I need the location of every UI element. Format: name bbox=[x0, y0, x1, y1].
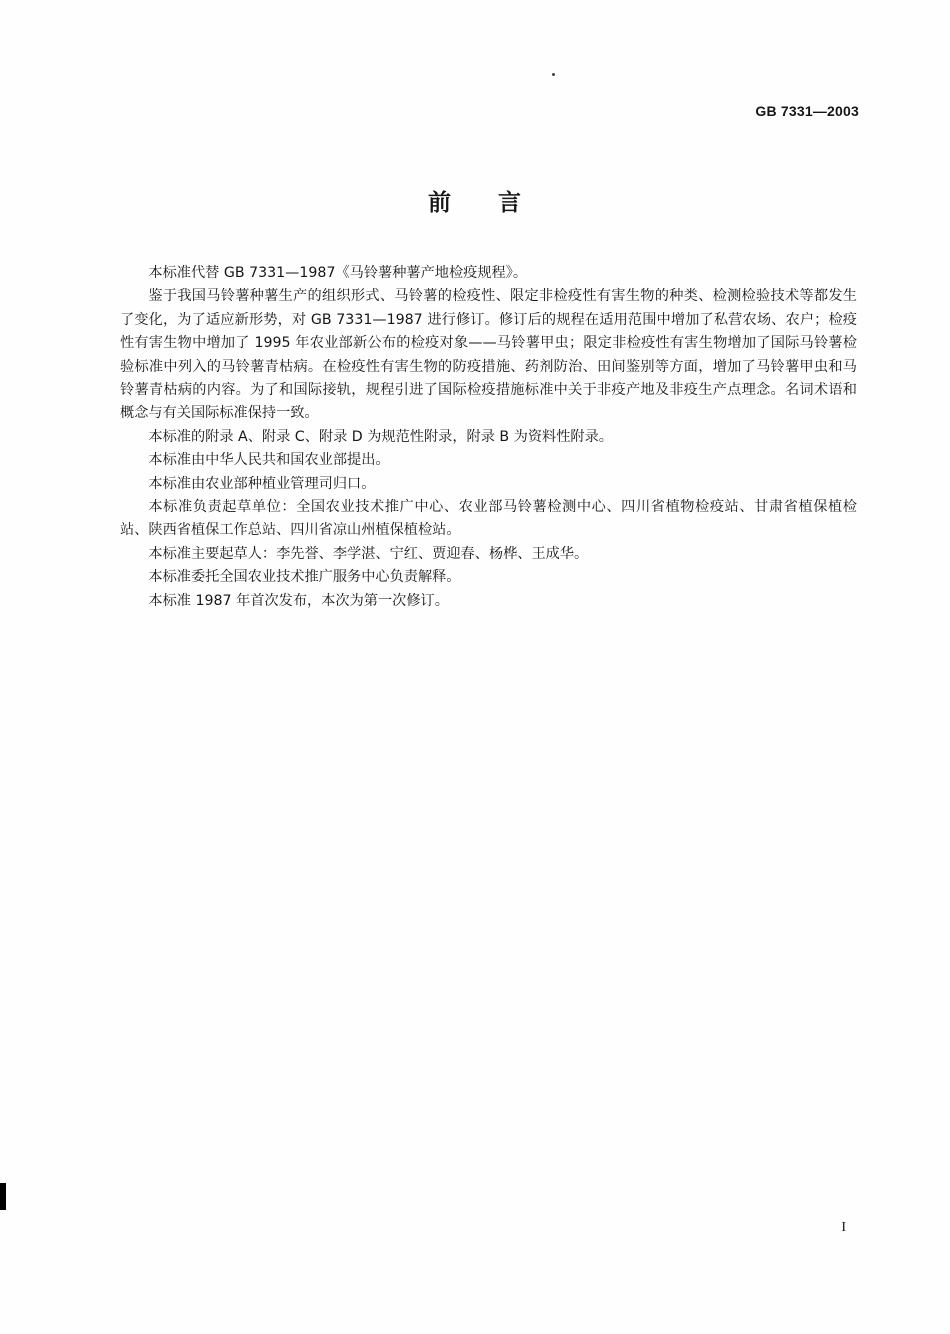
scan-edge-mark bbox=[0, 1183, 6, 1210]
paragraph-revision-reason: 鉴于我国马铃薯种薯生产的组织形式、马铃薯的检疫性、限定非检疫性有害生物的种类、检测检验技术等都发生了变化，为了适应新形势，对 GB 7331—1987 进行修订。修订后的规程在适用范围中增加了私营农场、农户；检疫性有害生物中增加了 1995 年农业部新公布的检疫对象——马铃薯甲虫；限定非检疫性有害生物增加了国际马铃薯检验标准中列入的马铃薯青枯病。在检疫性有害生物的防疫措施、药剂防治、田间鉴别等方面，增加了马铃薯甲虫和马铃薯青枯病的内容。为了和国际接轨，规程引进了国际检疫措施标准中关于非疫产地及非疫生产点理念。名词术语和概念与有关国际标准保持一致。 bbox=[120, 288, 857, 422]
paragraph-history: 本标准 1987 年首次发布，本次为第一次修订。 bbox=[148, 592, 449, 609]
paragraph-replaces: 本标准代替 GB 7331—1987《马铃薯种薯产地检疫规程》。 bbox=[148, 265, 528, 281]
foreword-body bbox=[120, 262, 857, 613]
paragraph-proposer: 本标准由中华人民共和国农业部提出。 bbox=[148, 452, 390, 469]
paragraph-centralized: 本标准由农业部种植业管理司归口。 bbox=[148, 475, 376, 492]
page-number: I bbox=[841, 1220, 846, 1235]
paragraph-annexes: 本标准的附录 A、附录 C、附录 D 为规范性附录，附录 B 为资料性附录。 bbox=[148, 428, 613, 445]
title-char-2: 言 bbox=[498, 190, 522, 216]
scan-speck bbox=[552, 73, 555, 76]
paragraph-drafting-units: 本标准负责起草单位：全国农业技术推广中心、农业部马铃薯检测中心、四川省植物检疫站、甘肃省植保植检站、陕西省植保工作总站、四川省凉山州植保植检站。 bbox=[120, 499, 857, 539]
page-title bbox=[0, 184, 950, 217]
standard-code: GB 7331—2003 bbox=[755, 103, 859, 119]
title-char-1: 前 bbox=[428, 190, 452, 216]
paragraph-interpretation: 本标准委托全国农业技术推广服务中心负责解释。 bbox=[148, 569, 461, 586]
paragraph-drafters: 本标准主要起草人：李先誉、李学湛、宁红、贾迎春、杨桦、王成华。 bbox=[148, 545, 589, 562]
